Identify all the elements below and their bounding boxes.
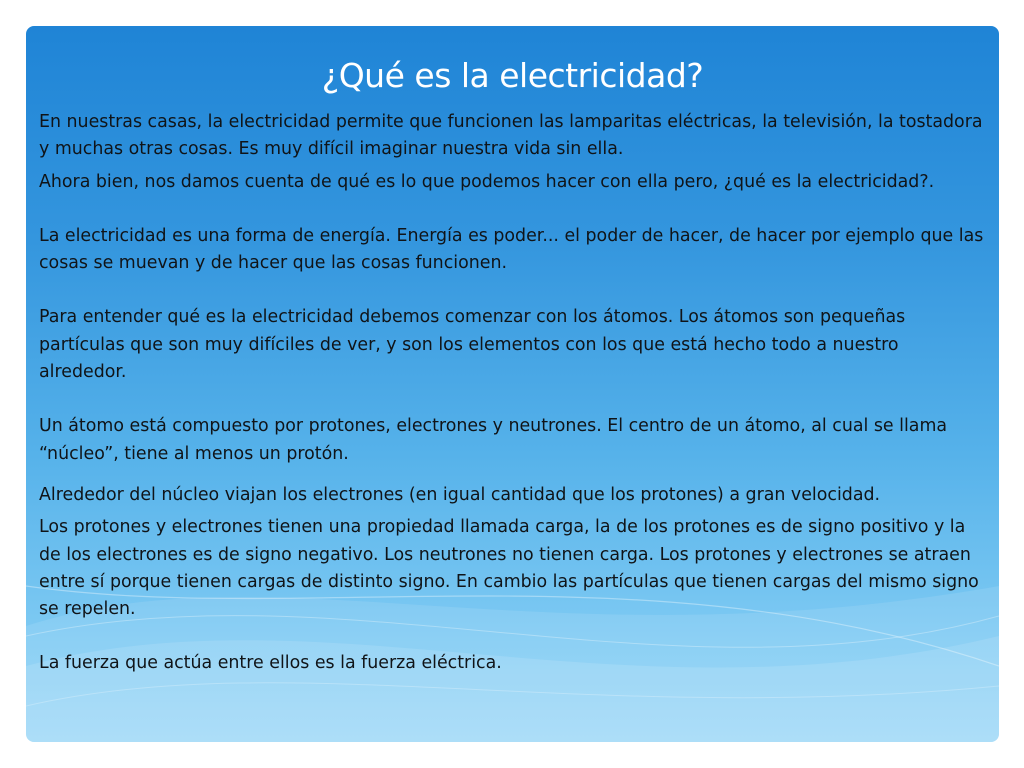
- paragraph-atoms: Para entender qué es la electricidad debemos comenzar con los átomos. Los átomos son pequeñas partículas que son muy difíciles de ver, y son los elementos con los que está hecho todo a nuestro alrededor.: [39, 307, 906, 383]
- paragraph-atom-composition: Un átomo está compuesto por protones, electrones y neutrones. El centro de un átomo, al cual se llama “núcleo”, tiene al menos un protón.: [39, 416, 948, 464]
- paragraph-electrons: Alrededor del núcleo viajan los electrones (en igual cantidad que los protones) a gran velocidad.: [39, 484, 881, 505]
- slide-title: ¿Qué es la electricidad?: [321, 56, 704, 95]
- paragraph-spacer: [39, 196, 989, 223]
- paragraph-energy: La electricidad es una forma de energía. Energía es poder... el poder de hacer, de hacer por ejemplo que las cosas se muevan y de hacer que las cosas funcionen.: [39, 225, 984, 274]
- paragraph-spacer: [39, 386, 989, 413]
- paragraph-spacer: [39, 623, 989, 650]
- paragraph-spacer: [39, 277, 989, 304]
- paragraph-electric-force: La fuerza que actúa entre ellos es la fuerza eléctrica.: [39, 653, 502, 674]
- paragraph-charge: Los protones y electrones tienen una propiedad llamada carga, la de los protones es de signo positivo y la de los electrones es de signo negativo. Los neutrones no tienen carga. Los protones y electrones se atraen entre sí porque tienen cargas de distinto signo. En cambio las partículas que tienen cargas del mismo signo se repelen.: [39, 517, 979, 620]
- slide: [26, 26, 999, 742]
- slide-body: [39, 109, 989, 678]
- paragraph-question: Ahora bien, nos damos cuenta de qué es lo que podemos hacer con ella pero, ¿qué es la electricidad?.: [39, 171, 935, 192]
- paragraph-intro: En nuestras casas, la electricidad permite que funcionen las lamparitas eléctricas, la televisión, la tostadora y muchas otras cosas. Es muy difícil imaginar nuestra vida sin ella.: [39, 112, 983, 160]
